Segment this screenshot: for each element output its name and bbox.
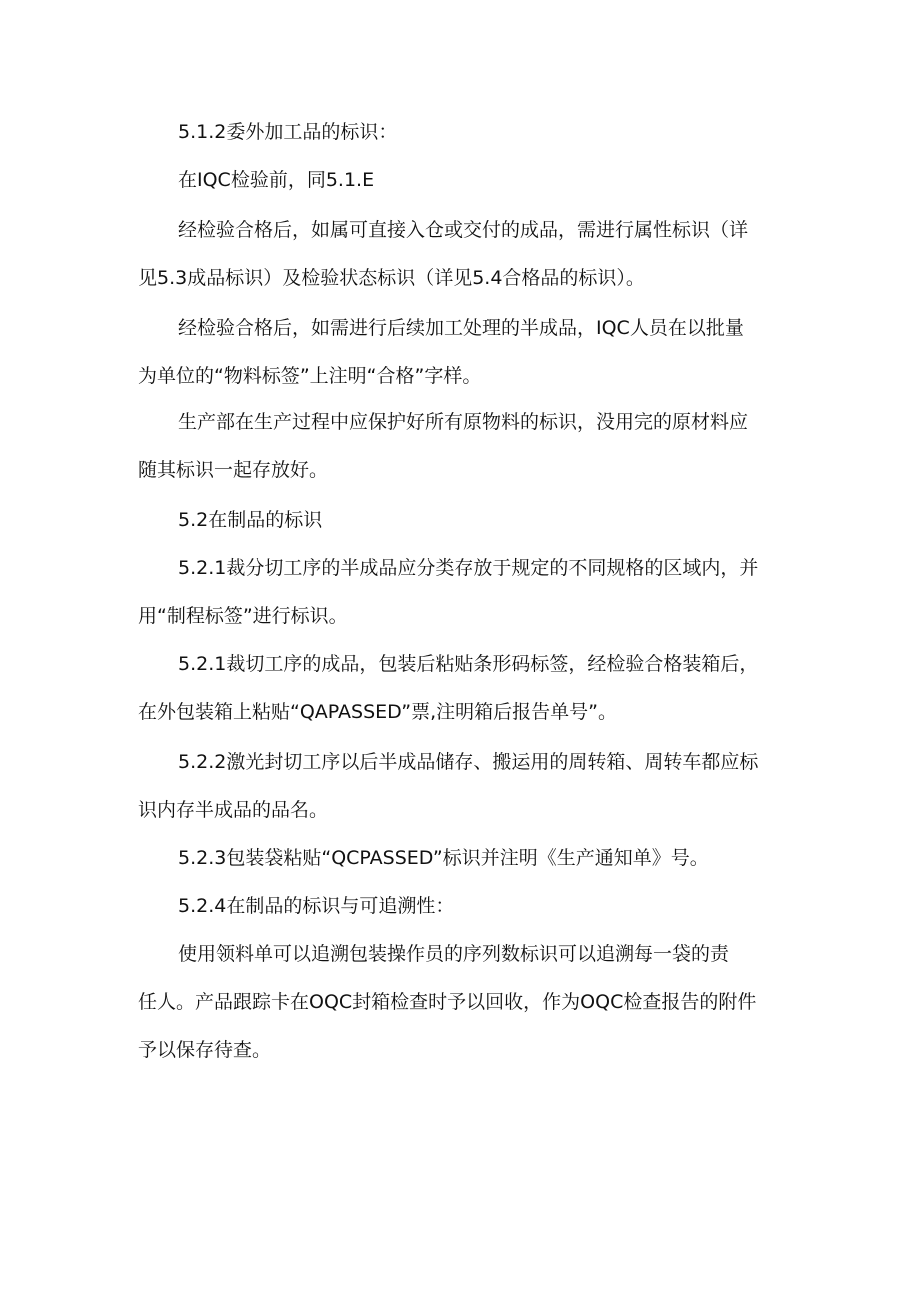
paragraph-line: 随其标识一起存放好。: [138, 459, 329, 481]
paragraph-line: 经检验合格后，如属可直接入仓或交付的成品，需进行属性标识（详: [178, 219, 749, 241]
paragraph-line: 任人。产品跟踪卡在OQC封箱检查时予以回收，作为OQC检查报告的附件: [138, 991, 757, 1013]
paragraph-line: 5.2.1裁分切工序的半成品应分类存放于规定的不同规格的区域内，并: [178, 557, 759, 579]
paragraph-finished-goods: [138, 206, 784, 302]
paragraph-line: 生产部在生产过程中应保护好所有原物料的标识，没用完的原材料应: [178, 411, 749, 433]
paragraph-traceability: [138, 930, 784, 1074]
section-heading-5-2: 5.2在制品的标识: [178, 509, 323, 531]
paragraph-line: 为单位的“物料标签”上注明“合格”字样。: [138, 365, 482, 387]
paragraph-line: 使用领料单可以追溯包装操作员的序列数标识可以追溯每一袋的责: [178, 943, 730, 965]
paragraph-line: 识内存半成品的品名。: [138, 799, 329, 821]
paragraph-line: 予以保存待查。: [138, 1039, 272, 1061]
paragraph-production-protect: [138, 398, 784, 494]
paragraph-line: 5.2.2激光封切工序以后半成品储存、搬运用的周转箱、周转车都应标: [178, 751, 759, 773]
section-heading-5-2-4: 5.2.4在制品的标识与可追溯性：: [178, 895, 455, 917]
paragraph-iqc-before: 在IQC检验前，同5.1.E: [178, 169, 375, 191]
paragraph-5-2-2-laser: [138, 738, 784, 834]
paragraph-line: 经检验合格后，如需进行后续加工处理的半成品，IQC人员在以批量: [178, 317, 744, 339]
paragraph-5-2-3-bag: 5.2.3包装袋粘贴“QCPASSED”标识并注明《生产通知单》号。: [178, 847, 709, 869]
paragraph-line: 见5.3成品标识）及检验状态标识（详见5.4合格品的标识）。: [138, 267, 645, 289]
paragraph-5-2-1-finished: [138, 640, 784, 736]
paragraph-line: 用“制程标签”进行标识。: [138, 605, 348, 627]
section-heading-5-1-2: 5.1.2委外加工品的标识：: [178, 121, 398, 143]
paragraph-5-2-1-cutting: [138, 544, 784, 640]
paragraph-line: 5.2.1裁切工序的成品，包装后粘贴条形码标签，经检验合格装箱后，: [178, 653, 759, 675]
paragraph-line: 在外包装箱上粘贴“QAPASSED”票,注明箱后报告单号”。: [138, 701, 618, 723]
paragraph-semi-finished: [138, 304, 784, 400]
